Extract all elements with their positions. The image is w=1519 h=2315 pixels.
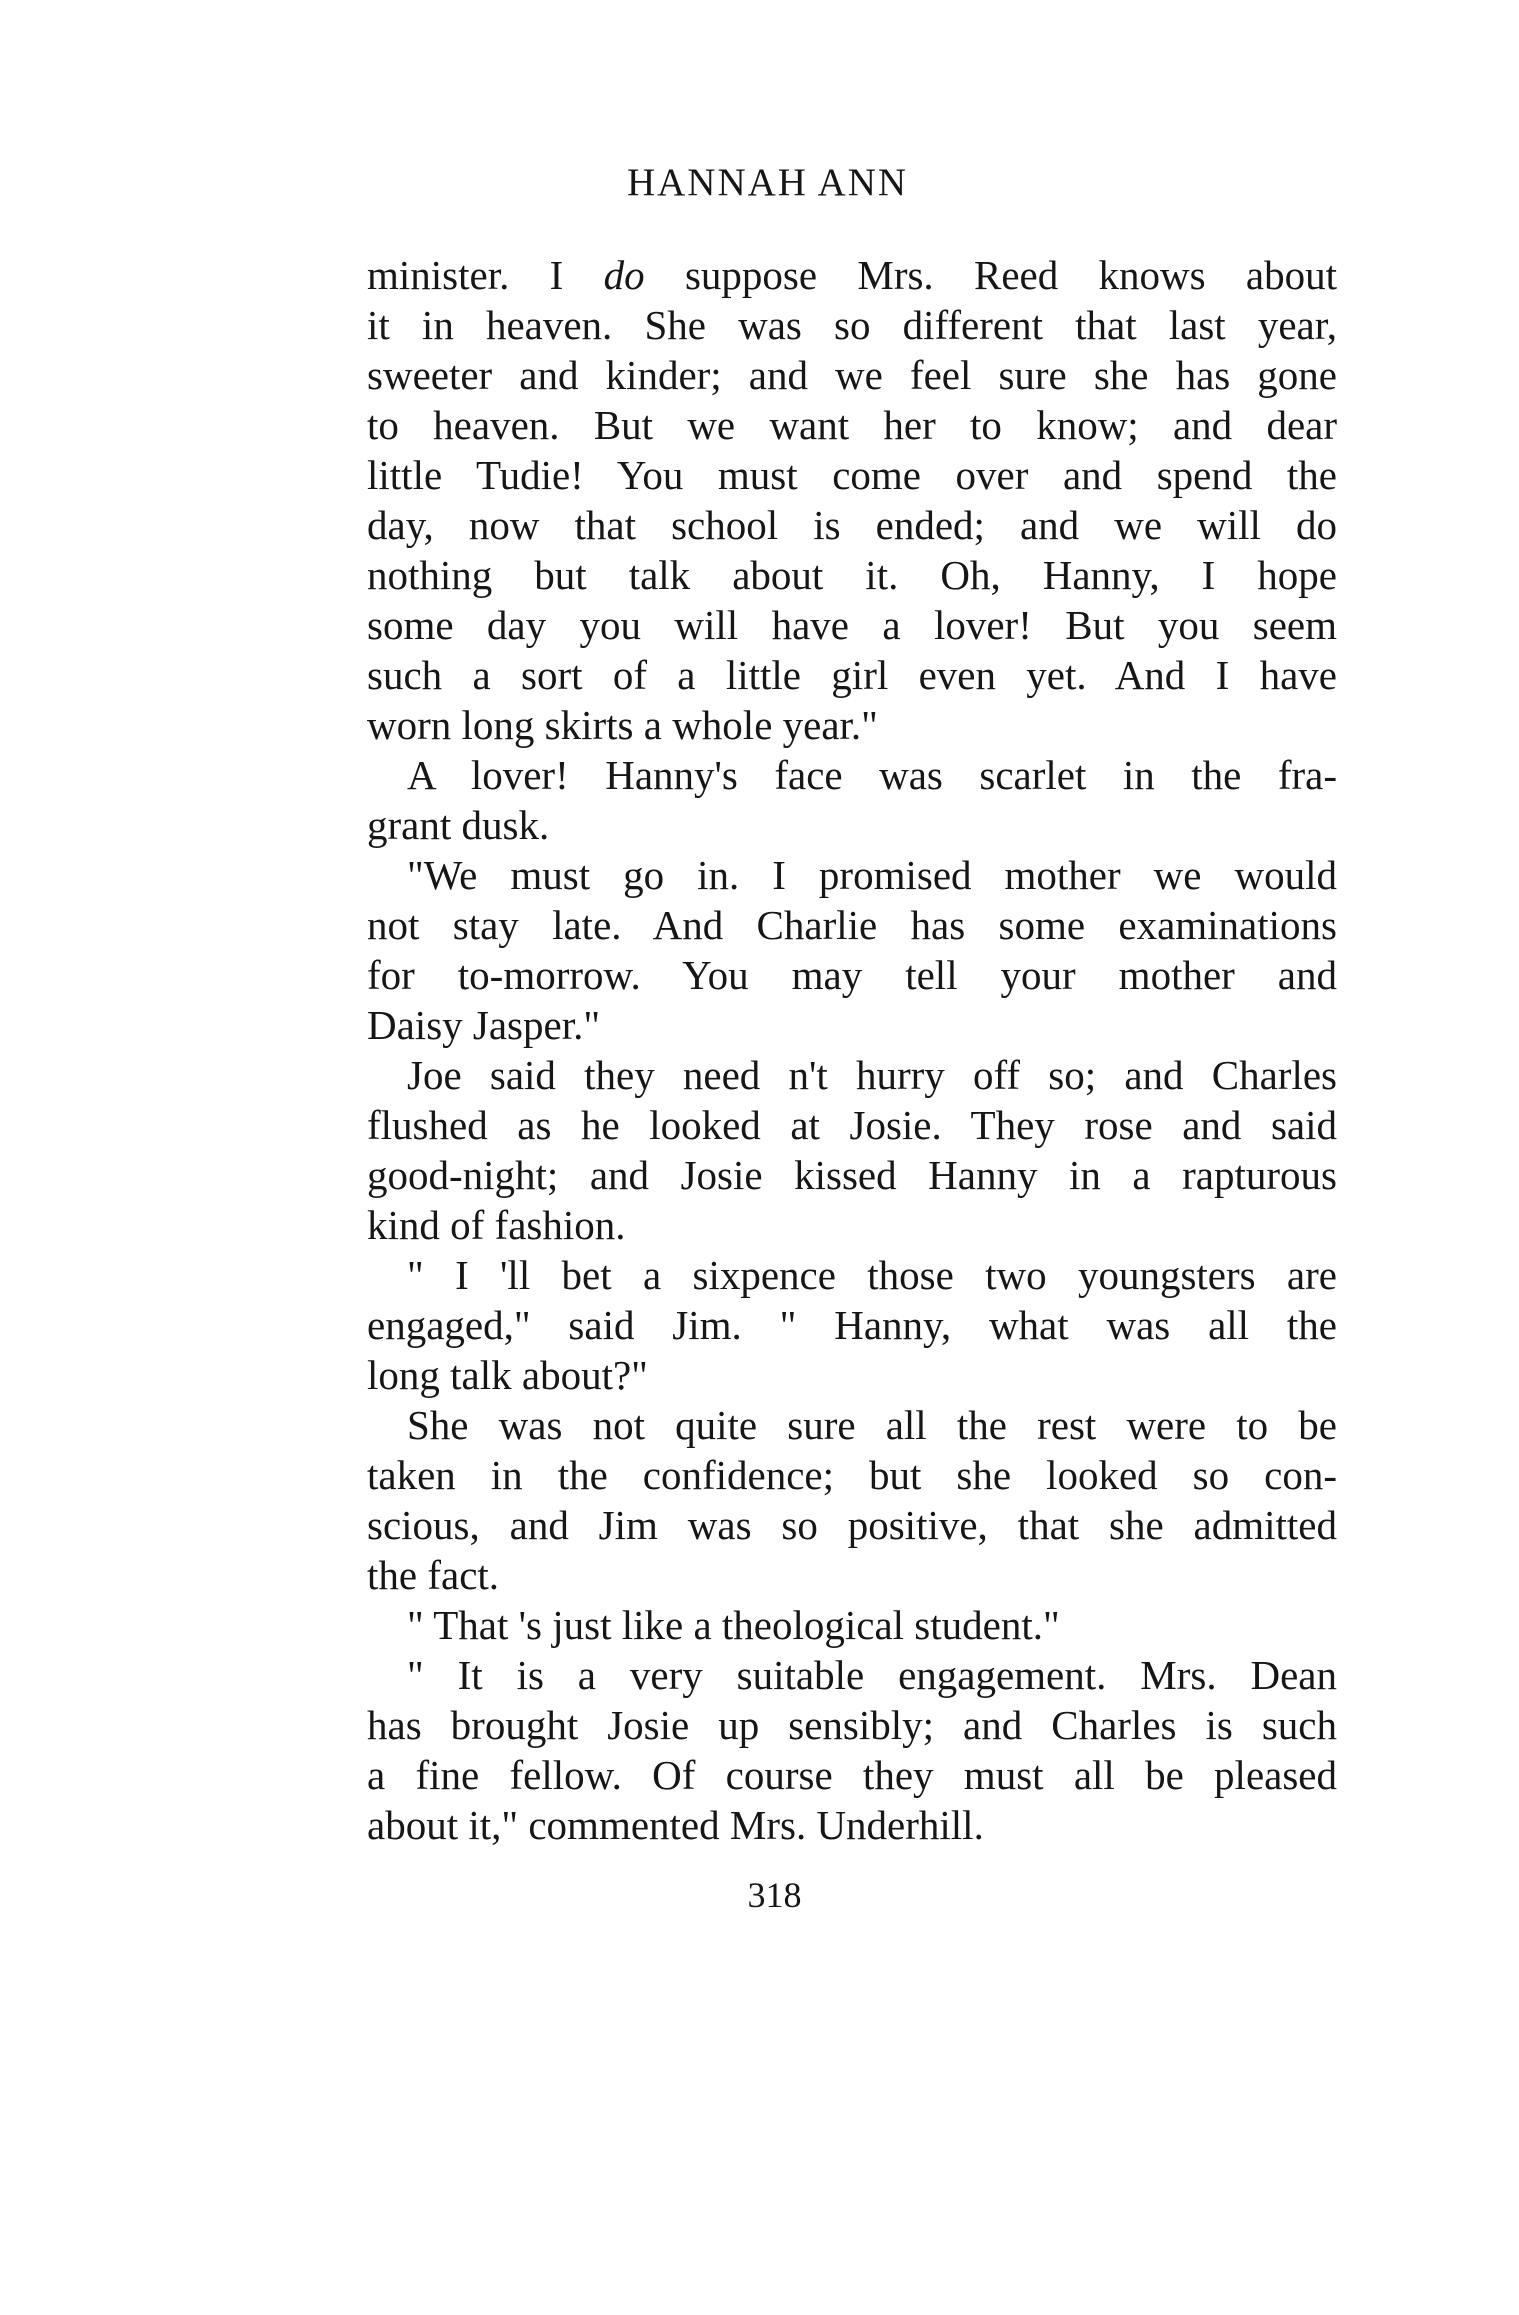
page-number: 318 — [747, 1875, 802, 1915]
text-line: to heaven. But we want her to know; and dear — [367, 402, 1337, 448]
text-line: worn long skirts a whole year." — [367, 702, 878, 748]
text-line: some day you will have a lover! But you seem — [367, 602, 1337, 648]
text-line: about it," commented Mrs. Underhill. — [367, 1802, 984, 1848]
text-line: has brought Josie up sensibly; and Charles is such — [367, 1702, 1337, 1748]
text-line: a fine fellow. Of course they must all be pleased — [367, 1752, 1337, 1798]
text-line: taken in the confidence; but she looked so con- — [367, 1452, 1337, 1498]
text-line: scious, and Jim was so positive, that she admitted — [367, 1502, 1337, 1548]
text-line: minister. I do suppose Mrs. Reed knows about — [367, 252, 1337, 298]
text-line: "We must go in. I promised mother we would — [407, 852, 1337, 898]
text-line: good-night; and Josie kissed Hanny in a rapturous — [367, 1152, 1337, 1198]
text-line: flushed as he looked at Josie. They rose and said — [367, 1102, 1337, 1148]
text-line: " It is a very suitable engagement. Mrs. Dean — [407, 1652, 1337, 1698]
running-head: HANNAH ANN — [626, 161, 909, 204]
text-line: engaged," said Jim. " Hanny, what was all the — [367, 1302, 1337, 1348]
text-line: " That 's just like a theological student." — [407, 1602, 1060, 1648]
text-line: such a sort of a little girl even yet. And I have — [367, 652, 1337, 698]
text-line: sweeter and kinder; and we feel sure she has gone — [367, 352, 1337, 398]
text-line: Daisy Jasper." — [367, 1002, 601, 1048]
text-line: She was not quite sure all the rest were to be — [407, 1402, 1337, 1448]
text-line: Joe said they need n't hurry off so; and Charles — [407, 1052, 1337, 1098]
text-line: kind of fashion. — [367, 1202, 626, 1248]
text-line: little Tudie! You must come over and spend the — [367, 452, 1337, 498]
text-line: A lover! Hanny's face was scarlet in the fra- — [407, 752, 1337, 798]
text-line: nothing but talk about it. Oh, Hanny, I hope — [367, 552, 1337, 598]
text-line: " I 'll bet a sixpence those two youngsters are — [407, 1252, 1337, 1298]
text-line: for to-morrow. You may tell your mother and — [367, 952, 1337, 998]
text-line: the fact. — [367, 1552, 500, 1598]
text-line: day, now that school is ended; and we will do — [367, 502, 1337, 548]
text-line: it in heaven. She was so different that last year, — [367, 302, 1337, 348]
text-line: not stay late. And Charlie has some examinations — [367, 902, 1337, 948]
text-line: grant dusk. — [367, 802, 550, 848]
text-line: long talk about?" — [367, 1352, 648, 1398]
body-text — [367, 250, 1337, 1850]
